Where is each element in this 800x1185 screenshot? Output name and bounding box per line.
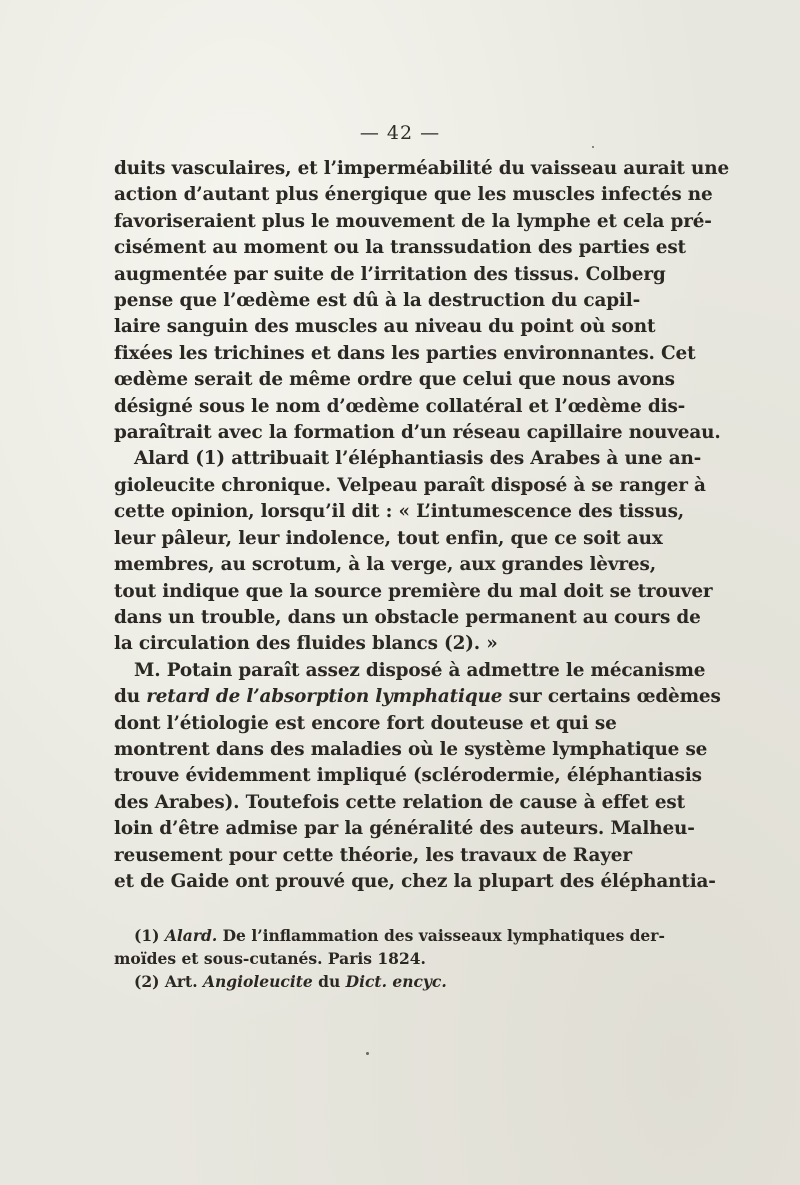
text-line-mixed [114,684,721,710]
text-line: loin d’être admise par la généralité des auteurs. Malheu- [114,818,695,840]
footnote-middle: du [312,972,346,991]
text-line: dont l’étiologie est encore fort douteuse et qui se [114,712,617,734]
text-line: laire sanguin des muscles au niveau du point où sont [114,316,656,338]
text-line: cette opinion, lorsqu’il dit : « L’intumescence des tissus, [114,501,685,523]
footnote-author: Alard. [164,926,218,945]
page-number: — 42 — [359,122,441,144]
text-line: reusement pour cette théorie, les travaux de Rayer [114,844,632,866]
ink-speck [592,146,594,148]
footnote-text: De l’inflammation des vaisseaux lymphatiques der- [217,926,665,945]
text-line: trouve évidemment impliqué (sclérodermie, éléphantiasis [114,765,702,787]
body-text [114,156,729,895]
text-line: et de Gaide ont prouvé que, chez la plupart des éléphantia- [114,870,716,892]
ink-speck [366,1052,369,1055]
footnotes [114,924,665,993]
footnote-source: Dict. encyc. [345,972,447,991]
footnote-title: Angioleucite [203,972,313,991]
footnote-1 [114,924,665,947]
footnote-2 [114,970,590,993]
text-line: membres, au scrotum, à la verge, aux grandes lèvres, [114,554,656,576]
text-line: montrent dans des maladies où le système lymphatique se [114,738,708,760]
text-line: favoriseraient plus le mouvement de la lymphe et cela pré- [114,210,712,232]
text-line: Alard (1) attribuait l’éléphantiasis des Arabes à une an- [134,448,702,470]
text-line: pense que l’œdème est dû à la destruction du capil- [114,290,641,312]
text-line: M. Potain paraît assez disposé à admettre le mécanisme [134,659,706,681]
text-line: cisément au moment ou la transsudation des parties est [114,237,686,259]
footnote-marker: (1) [134,926,165,945]
text-line: désigné sous le nom d’œdème collatéral et l’œdème dis- [114,395,686,417]
text-line: gioleucite chronique. Velpeau paraît disposé à se ranger à [114,474,706,496]
italic-phrase: retard de l’absorption lymphatique [146,686,503,708]
footnote-marker: (2) Art. [134,972,203,991]
text-line: paraîtrait avec la formation d’un réseau capillaire nouveau. [114,422,721,444]
text-line: augmentée par suite de l’irritation des tissus. Colberg [114,263,666,285]
text-line: fixées les trichines et dans les parties environnantes. Cet [114,342,696,364]
text-line: tout indique que la source première du mal doit se trouver [114,580,713,602]
text-line: action d’autant plus énergique que les muscles infectés ne [114,184,713,206]
text-line: la circulation des fluides blancs (2). » [114,633,498,655]
text-line: œdème serait de même ordre que celui que nous avons [114,369,675,391]
text-line: leur pâleur, leur indolence, tout enfin, que ce soit aux [114,527,663,549]
footnote-1-continued: moïdes et sous-cutanés. Paris 1824. [114,949,426,968]
text-line: duits vasculaires, et l’imperméabilité du vaisseau aurait une [114,158,729,179]
line-prefix: du [114,686,147,708]
text-line: des Arabes). Toutefois cette relation de cause à effet est [114,791,685,813]
text-line: dans un trouble, dans un obstacle permanent au cours de [114,606,701,628]
line-suffix: sur certains œdèmes [502,686,721,708]
